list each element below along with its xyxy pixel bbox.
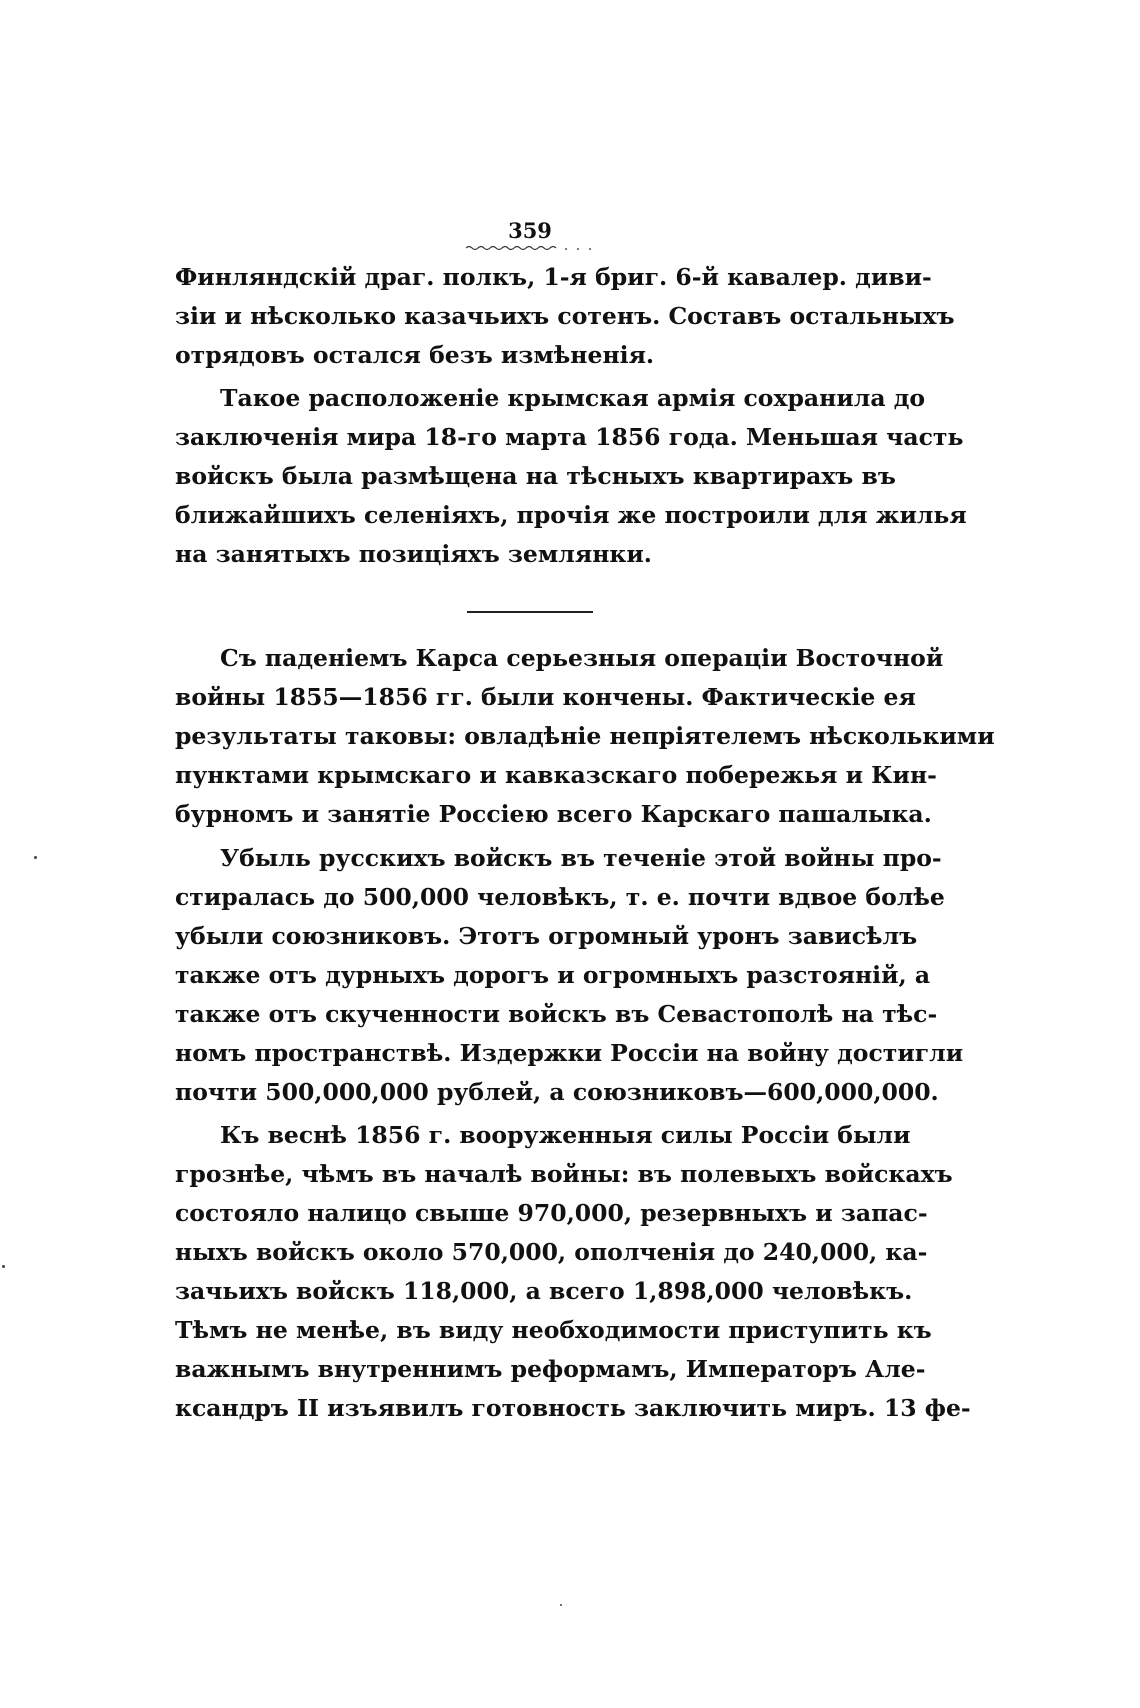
text-line: состояло налицо свыше 970,000, резервныхъ и запас-: [175, 1199, 928, 1227]
text-line: грознѣе, чѣмъ въ началѣ войны: въ полевыхъ войскахъ: [175, 1160, 953, 1188]
text-line: Финляндскій драг. полкъ, 1-я бриг. 6-й кавалер. диви-: [175, 263, 932, 291]
text-line: почти 500,000,000 рублей, а союзниковъ—600,000,000.: [175, 1078, 939, 1106]
text-line: ближайшихъ селеніяхъ, прочія же построили для жилья: [175, 501, 967, 529]
text-line: заключенія мира 18-го марта 1856 года. Меньшая часть: [175, 423, 964, 451]
scan-speck: [2, 1265, 5, 1268]
text-line: пунктами крымскаго и кавказскаго побережья и Кин-: [175, 761, 937, 789]
text-line: результаты таковы: овладѣніе непріятелемъ нѣсколькими: [175, 722, 995, 750]
text-line: Съ паденіемъ Карса серьезныя операціи Восточной: [220, 644, 944, 672]
scan-speck: [34, 856, 37, 859]
text-line: войскъ была размѣщена на тѣсныхъ квартирахъ въ: [175, 462, 896, 490]
text-line: Къ веснѣ 1856 г. вооруженныя силы Россіи были: [220, 1121, 911, 1149]
scan-speck: [560, 1604, 562, 1606]
text-line: на занятыхъ позиціяхъ землянки.: [175, 540, 652, 568]
text-line: Такое расположеніе крымская армія сохранила до: [220, 384, 926, 412]
text-line: войны 1855—1856 гг. были кончены. Фактическіе ея: [175, 683, 916, 711]
text-line: ксандръ II изъявилъ готовность заключить миръ. 13 фе-: [175, 1394, 971, 1422]
text-line: также отъ скученности войскъ въ Севастополѣ на тѣс-: [175, 1000, 938, 1028]
text-line: убыли союзниковъ. Этотъ огромный уронъ зависѣлъ: [175, 922, 918, 950]
text-line: также отъ дурныхъ дорогъ и огромныхъ разстояній, а: [175, 961, 931, 989]
page-number: 359: [508, 218, 552, 243]
section-separator: [467, 611, 593, 613]
text-line: важнымъ внутреннимъ реформамъ, Императоръ Але-: [175, 1355, 926, 1383]
page-number-ornament: [466, 244, 596, 252]
text-line: бурномъ и занятіе Россіею всего Карскаго пашалыка.: [175, 800, 932, 828]
text-line: номъ пространствѣ. Издержки Россіи на войну достигли: [175, 1039, 964, 1067]
text-line: зіи и нѣсколько казачьихъ сотенъ. Составъ остальныхъ: [175, 302, 955, 330]
text-line: стиралась до 500,000 человѣкъ, т. е. почти вдвое болѣе: [175, 883, 945, 911]
text-line: Тѣмъ не менѣе, въ виду необходимости приступить къ: [175, 1316, 932, 1344]
text-line: Убыль русскихъ войскъ въ теченіе этой войны про-: [220, 844, 942, 872]
text-line: зачьихъ войскъ 118,000, а всего 1,898,000 человѣкъ.: [175, 1277, 913, 1305]
text-line: ныхъ войскъ около 570,000, ополченія до 240,000, ка-: [175, 1238, 928, 1266]
text-line: отрядовъ остался безъ измѣненія.: [175, 341, 655, 369]
